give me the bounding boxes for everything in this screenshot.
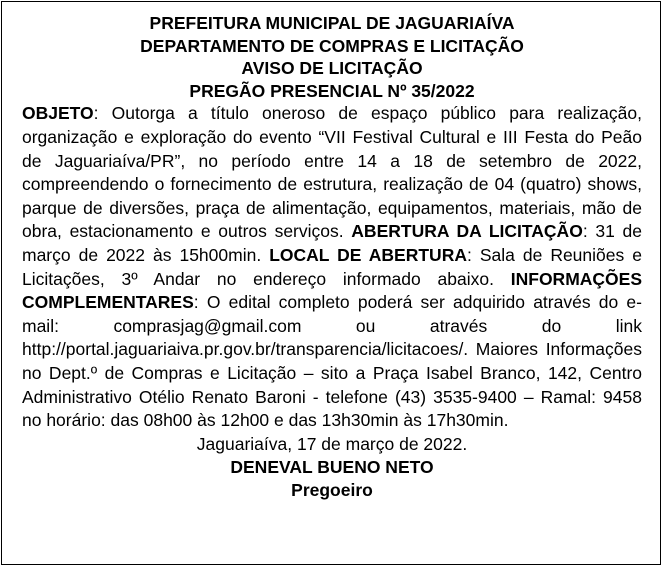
notice-body	[22, 102, 642, 432]
abertura-text: : 31 de março de 2022 às 15h00min.	[22, 221, 642, 265]
info-label: INFORMAÇÕES COMPLEMENTARES	[22, 268, 642, 313]
municipality-title: PREFEITURA MUNICIPAL DE JAGUARIAÍVA	[149, 13, 515, 33]
notice-type-title: AVISO DE LICITAÇÃO	[241, 58, 423, 79]
auction-number-title: PREGÃO PRESENCIAL Nº 35/2022	[189, 80, 475, 101]
place-date: Jaguariaíva, 17 de março de 2022.	[196, 433, 468, 454]
signer-name: DENEVAL BUENO NETO	[230, 457, 434, 478]
local-label: LOCAL DE ABERTURA	[269, 244, 467, 265]
objeto-text: : Outorga a título oneroso de espaço público para realização, organização e exploração do evento “VII Festival Cultural e III Festa do Peão de Jaguariaíva/PR”, no período entre 14 a 18 de setembro de 2022, compreendendo o fornecimento de estrutura, realização de 04 (quatro) shows, parque de diversões, praça de alimentação, equipamentos, materiais, mão de obra, estacionamento e outros serviços.	[22, 103, 642, 242]
notice-content	[22, 12, 642, 501]
objeto-label: OBJETO	[22, 103, 94, 124]
abertura-label: ABERTURA DA LICITAÇÃO	[351, 221, 583, 242]
local-text: : Sala de Reuniões e Licitações, 3º Andar no endereço informado abaixo.	[22, 244, 642, 289]
signer-role: Pregoeiro	[291, 479, 373, 500]
info-text: : O edital completo poderá ser adquirido através do e-mail: comprasjag@gmail.com ou através do link http://portal.jaguariaiva.pr.gov.br/transparencia/licitacoes/. Maiores Informações no Dept.º de Compras e Licitação – sito a Praça Isabel Branco, 142, Centro Administrativo Otélio Renato Baroni - telefone (43) 3535-9400 – Ramal: 9458 no horário: das 08h00 às 12h00 e das 13h30min às 17h30min.	[22, 292, 642, 431]
department-title: DEPARTAMENTO DE COMPRAS E LICITAÇÃO	[140, 35, 524, 56]
